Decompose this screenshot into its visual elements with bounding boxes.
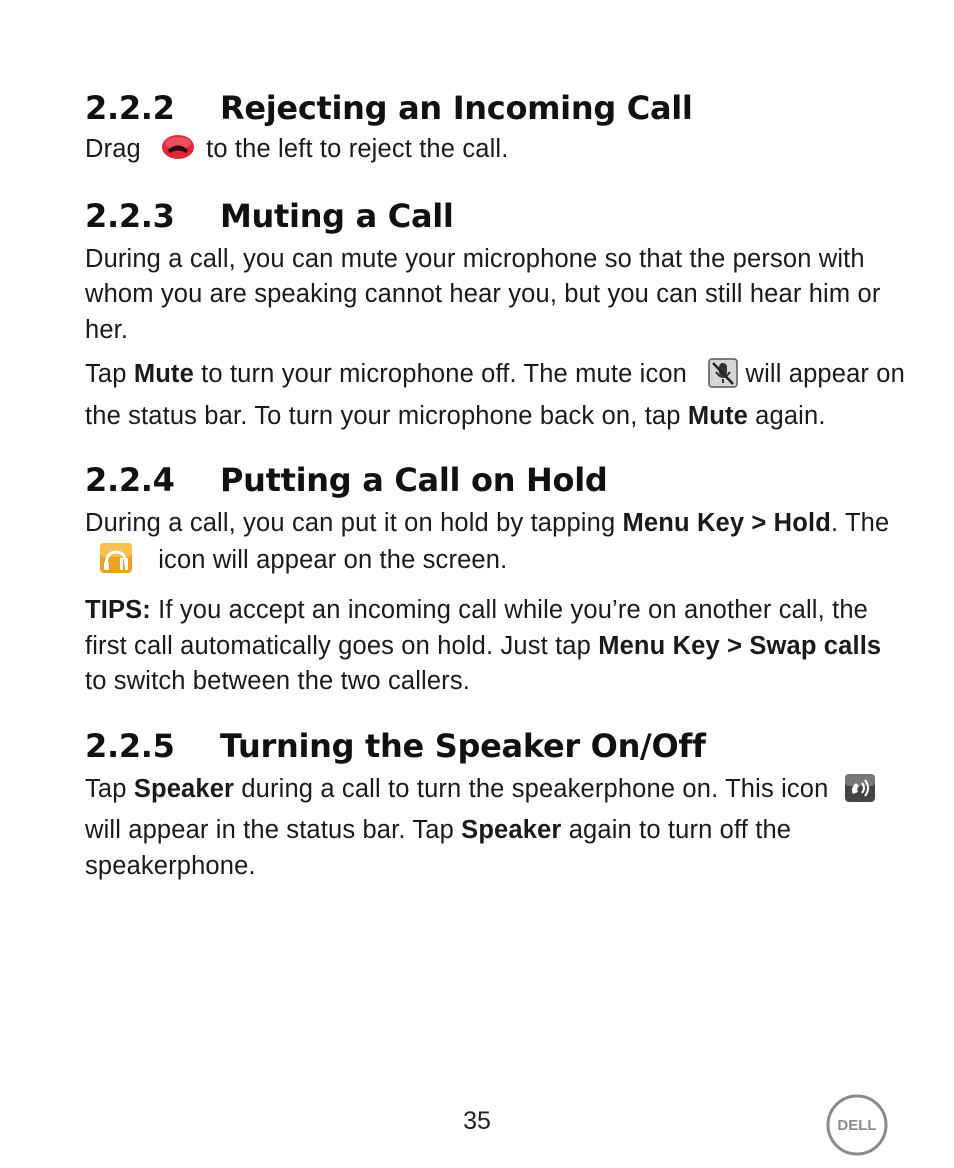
text-run: during a call to turn the speakerphone on. This icon <box>234 774 836 803</box>
text-run: will appear on the status bar. To turn your microphone back on, tap <box>85 360 905 430</box>
section-muting-call <box>85 196 905 435</box>
text-run: to the left to reject the call. <box>206 135 509 163</box>
text-run: to switch between the two callers. <box>85 667 470 695</box>
paragraph <box>85 772 905 885</box>
text-run: . The <box>830 509 890 537</box>
tips-paragraph <box>85 593 905 700</box>
section-title: Rejecting an Incoming Call <box>220 89 693 127</box>
bold-term: Menu Key > Hold <box>622 509 831 537</box>
bold-term: Speaker <box>133 774 235 803</box>
paragraph <box>85 506 905 584</box>
text-run: Tap <box>85 360 134 388</box>
section-number: 2.2.5 <box>85 726 175 765</box>
section-number: 2.2.3 <box>85 196 175 235</box>
paragraph: During a call, you can mute your microphone so that the person with whom you are speaking cannot hear you, but you can still hear him or her. <box>85 244 881 344</box>
section-number: 2.2.2 <box>85 89 175 127</box>
text-run: will appear in the status bar. Tap <box>85 816 462 844</box>
text-run: icon will appear on the screen. <box>151 545 508 574</box>
text-run: If you accept an incoming call while you’re on another call, the first call automatically goes on hold. Just tap <box>85 596 868 660</box>
bold-term: Mute <box>687 401 748 430</box>
speaker-icon <box>844 773 876 814</box>
bold-term: Menu Key > Swap calls <box>598 631 882 660</box>
logo-wordmark: DELL <box>837 1117 877 1134</box>
section-heading <box>85 460 905 500</box>
bold-term: Mute <box>133 360 194 388</box>
section-rejecting-call <box>85 88 905 172</box>
dell-logo <box>826 1094 888 1156</box>
text-run: Drag <box>85 135 141 163</box>
bold-term: Speaker <box>461 816 562 844</box>
text-run: again. <box>747 401 826 430</box>
mute-icon <box>708 358 738 399</box>
section-heading <box>85 726 905 766</box>
section-hold-call <box>85 460 905 700</box>
text-run: again to turn off the speakerphone. <box>85 816 792 880</box>
text-run: During a call, you can put it on hold by tapping <box>85 509 623 537</box>
section-title: Turning the Speaker On/Off <box>220 726 706 765</box>
section-title: Muting a Call <box>220 196 454 235</box>
section-heading <box>85 196 905 236</box>
section-title: Putting a Call on Hold <box>220 461 608 499</box>
text-run: to turn your microphone off. The mute icon <box>193 360 688 388</box>
end-call-icon <box>160 133 196 172</box>
section-speaker <box>85 726 905 885</box>
hold-icon <box>99 542 133 585</box>
tips-label: TIPS: <box>85 596 151 624</box>
page-number: 35 <box>463 1107 491 1135</box>
paragraph <box>85 357 905 434</box>
section-number: 2.2.4 <box>85 461 175 499</box>
text-run: Tap <box>85 774 134 803</box>
manual-page <box>85 88 905 884</box>
paragraph <box>85 132 905 172</box>
section-heading <box>85 88 905 128</box>
